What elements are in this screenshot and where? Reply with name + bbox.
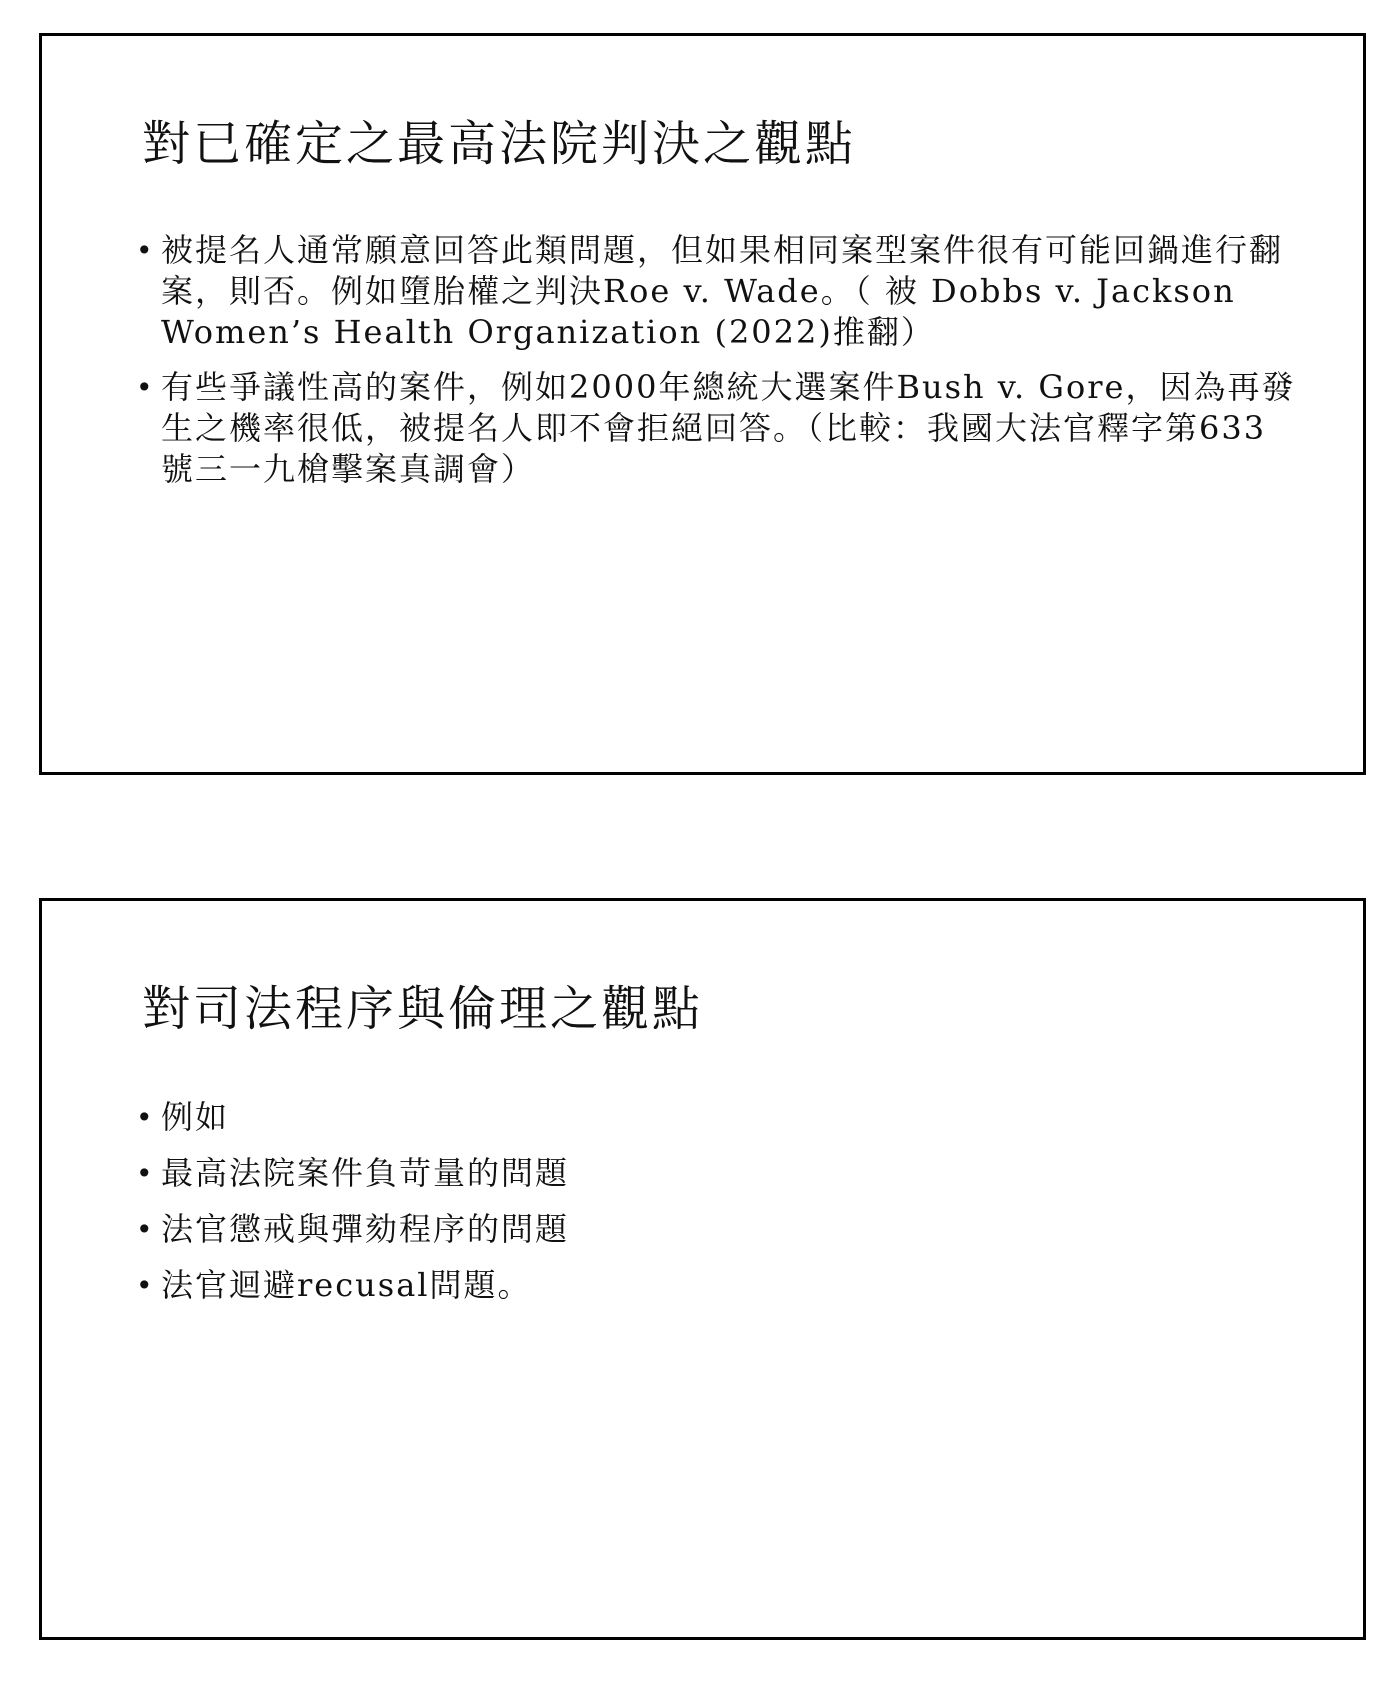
slide-title: 對司法程序與倫理之觀點 [142, 981, 704, 1037]
slide-1 [39, 33, 1366, 775]
slide-title: 對已確定之最高法院判決之觀點 [142, 116, 857, 172]
bullet-list [136, 230, 1296, 504]
bullet-item: • 被提名人通常願意回答此類問題，但如果相同案型案件很有可能回鍋進行翻案，則否。例如墮胎權之判決Roe v. Wade。（ 被 Dobbs v. Jackson Women’s Health Organization (2022)推翻） [136, 230, 1296, 353]
bullet-item: • 有些爭議性高的案件，例如2000年總統大選案件Bush v. Gore，因為再發生之機率很低，被提名人即不會拒絕回答。（比較：我國大法官釋字第633號三一九槍擊案真調會） [136, 367, 1296, 490]
bullet-item: • 法官迴避recusal問題。 [136, 1265, 1296, 1306]
bullet-item: • 法官懲戒與彈劾程序的問題 [136, 1209, 1296, 1250]
bullet-list [136, 1097, 1296, 1321]
bullet-item: • 例如 [136, 1097, 1296, 1138]
bullet-item: • 最高法院案件負苛量的問題 [136, 1153, 1296, 1194]
slide-2 [39, 898, 1366, 1640]
